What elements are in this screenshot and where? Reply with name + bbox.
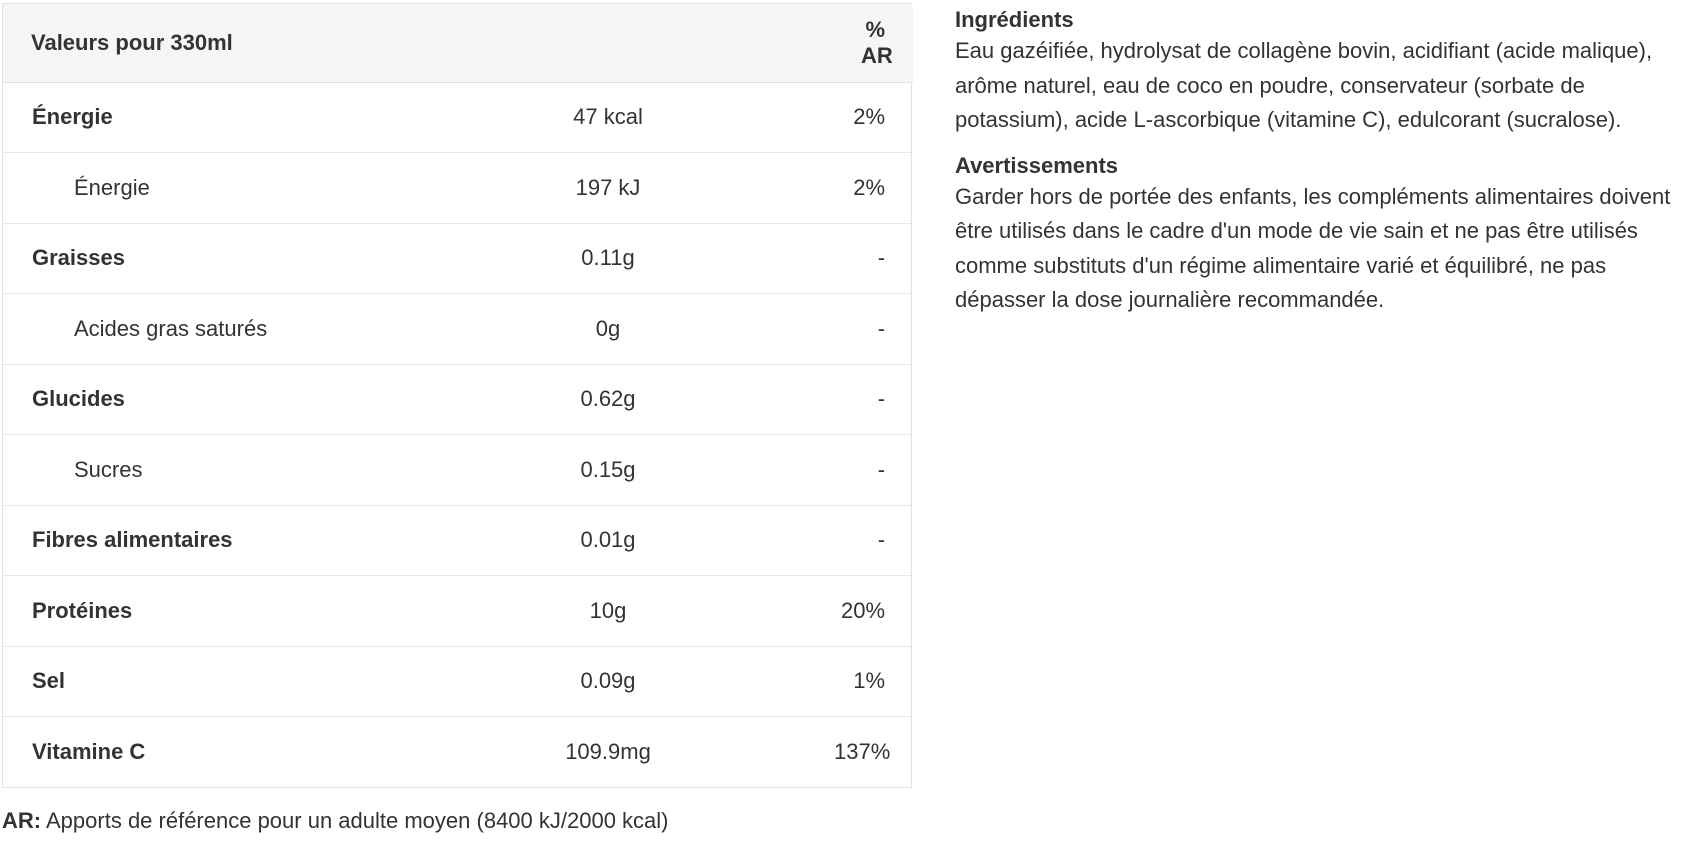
table-row [3, 82, 913, 153]
warnings-section [955, 152, 1675, 318]
warnings-title: Avertissements [955, 152, 1119, 178]
ingredients-text: Eau gazéifiée, hydrolysat de collagène bovin, acidifiant (acide malique), arôme naturel, eau de coco en poudre, conservateur (sorbate de potassium), acide L-ascorbique (vitamine C), edulcorant (sucralose). [955, 38, 1653, 132]
header-ar: % AR [833, 4, 913, 82]
nutrient-name: Sucres [74, 456, 143, 482]
table-row [3, 364, 913, 435]
footnote-text: Apports de référence pour un adulte moyen (8400 kJ/2000 kcal) [41, 808, 669, 833]
nutrient-amount: 47 kcal [573, 104, 643, 130]
table-row [3, 294, 913, 365]
nutrition-table [3, 4, 913, 787]
ingredients-title: Ingrédients [955, 7, 1074, 32]
nutrient-name: Fibres alimentaires [32, 527, 233, 553]
table-row [3, 223, 913, 294]
nutrient-ar: - [877, 245, 886, 271]
nutrient-ar: - [877, 315, 886, 341]
nutrient-name: Sel [32, 668, 66, 694]
nutrient-amount: 0g [595, 315, 621, 341]
nutrient-name: Graisses [32, 245, 125, 271]
nutrition-table-body [3, 82, 913, 787]
nutrient-ar: 20% [840, 597, 886, 623]
ingredients-section [955, 6, 1675, 138]
table-row [3, 505, 913, 576]
nutrient-name: Vitamine C [32, 739, 146, 764]
nutrient-amount: 10g [589, 597, 627, 623]
nutrient-name: Énergie [32, 104, 113, 130]
table-row [3, 435, 913, 506]
nutrient-ar: - [877, 456, 886, 482]
nutrient-ar: 2% [853, 104, 886, 130]
header-row [3, 4, 913, 82]
nutrition-table-header [3, 4, 913, 82]
warnings-text: Garder hors de portée des enfants, les compléments alimentaires doivent être utilisés dans le cadre d'un mode de vie sain et ne pas être utilisés comme substituts d'un régime alimentaire varié et équilibré, ne pas dépasser la dose journalière recommandée. [955, 183, 1671, 312]
nutrient-amount: 0.01g [580, 527, 636, 553]
table-row [3, 153, 913, 224]
table-row [3, 646, 913, 717]
nutrient-name: Énergie [74, 174, 150, 200]
table-row [3, 717, 913, 788]
nutrient-name: Acides gras saturés [74, 315, 268, 341]
table-row [3, 576, 913, 647]
header-label: Valeurs pour 330ml [3, 4, 833, 82]
nutrient-ar: 2% [853, 174, 886, 200]
nutrient-amount: 0.62g [580, 386, 636, 412]
nutrient-ar: 137% [834, 739, 891, 764]
nutrient-amount: 0.15g [580, 456, 636, 482]
product-info [955, 6, 1675, 332]
nutrient-ar: 1% [853, 668, 886, 694]
nutrient-amount: 197 kJ [575, 174, 641, 200]
nutrition-table-container [2, 3, 912, 788]
nutrient-amount: 109.9mg [565, 739, 651, 764]
nutrient-ar: - [877, 386, 886, 412]
nutrient-amount: 0.11g [581, 245, 635, 271]
footnote-key: AR: [2, 808, 42, 833]
nutrient-ar: - [877, 527, 886, 553]
nutrient-name: Protéines [32, 597, 133, 623]
ar-footnote [2, 808, 669, 834]
nutrient-name: Glucides [32, 386, 125, 412]
nutrient-amount: 0.09g [580, 668, 636, 694]
